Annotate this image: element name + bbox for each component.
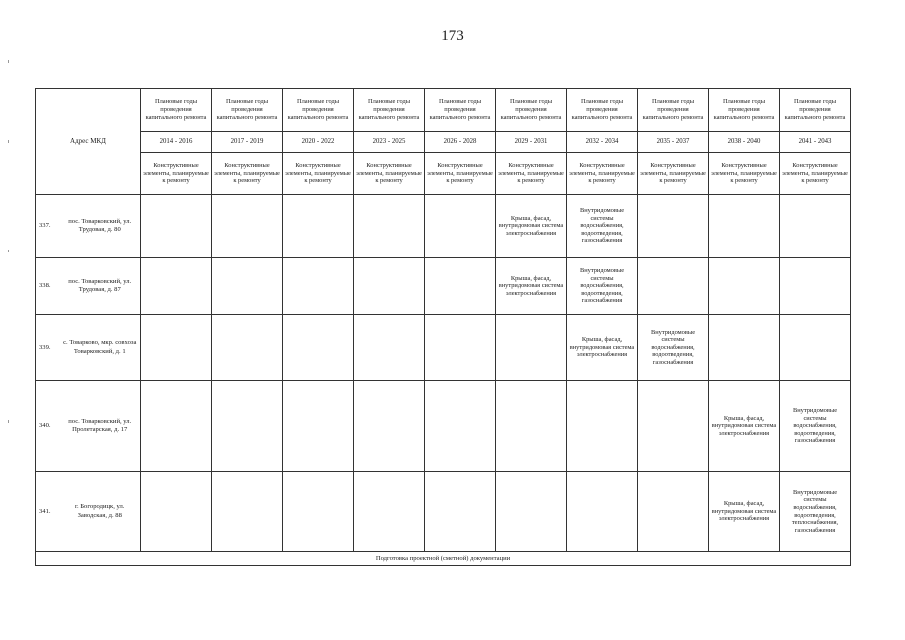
work-cell: [780, 315, 851, 381]
row-address: пос. Товарковский, ул. Пролетарская, д. 17: [60, 381, 141, 472]
work-cell: [425, 258, 496, 315]
work-cell: [780, 195, 851, 258]
work-cell: [141, 195, 212, 258]
footer-row: [36, 552, 851, 566]
work-cell: [354, 472, 425, 552]
year-range-cell: 2020 - 2022: [283, 132, 354, 153]
year-range-cell: 2026 - 2028: [425, 132, 496, 153]
work-cell: [141, 315, 212, 381]
work-cell: [638, 472, 709, 552]
work-cell: [141, 258, 212, 315]
work-cell: Крыша, фасад, внутридомовая система электроснабжения: [496, 258, 567, 315]
work-cell: Крыша, фасад, внутридомовая система электроснабжения: [709, 381, 780, 472]
work-cell: [709, 315, 780, 381]
work-cell: [425, 315, 496, 381]
period-label-cell: Плановые годы проведения капитального ремонта: [780, 89, 851, 132]
margin-mark: [8, 140, 9, 143]
row-number: 341.: [36, 472, 60, 552]
row-number: 337.: [36, 195, 60, 258]
table-row: [36, 195, 851, 258]
page-number: 173: [441, 28, 464, 44]
year-range-cell: 2017 - 2019: [212, 132, 283, 153]
work-cell: [354, 381, 425, 472]
period-label-cell: Плановые годы проведения капитального ремонта: [212, 89, 283, 132]
work-cell: [496, 472, 567, 552]
work-cell: [496, 381, 567, 472]
work-cell: [638, 195, 709, 258]
row-number: 339.: [36, 315, 60, 381]
work-cell: [425, 381, 496, 472]
work-cell: [212, 381, 283, 472]
margin-mark: [8, 420, 9, 423]
header-row-elements: [36, 153, 851, 195]
row-number: 338.: [36, 258, 60, 315]
address-header: Адрес МКД: [36, 89, 141, 195]
period-label-cell: Плановые годы проведения капитального ремонта: [496, 89, 567, 132]
elements-label-cell: Конструктивные элементы, планируемые к ремонту: [283, 153, 354, 195]
table-row: [36, 472, 851, 552]
table-row: [36, 381, 851, 472]
work-cell: [212, 315, 283, 381]
work-cell: [638, 258, 709, 315]
period-label-cell: Плановые годы проведения капитального ремонта: [567, 89, 638, 132]
elements-label-cell: Конструктивные элементы, планируемые к ремонту: [709, 153, 780, 195]
year-range-cell: 2035 - 2037: [638, 132, 709, 153]
work-cell: [567, 472, 638, 552]
work-cell: [354, 258, 425, 315]
work-cell: [141, 472, 212, 552]
work-cell: Внутридомовые системы водоснабжения, водоотведения, теплоснабжения, газоснабжения: [780, 472, 851, 552]
work-cell: Крыша, фасад, внутридомовая система электроснабжения: [709, 472, 780, 552]
year-range-cell: 2029 - 2031: [496, 132, 567, 153]
elements-label-cell: Конструктивные элементы, планируемые к ремонту: [496, 153, 567, 195]
work-cell: Внутридомовые системы водоснабжения, водоотведения, газоснабжения: [780, 381, 851, 472]
period-label-cell: Плановые годы проведения капитального ремонта: [283, 89, 354, 132]
work-cell: [283, 315, 354, 381]
row-address: пос. Товарковский, ул. Трудовая, д. 87: [60, 258, 141, 315]
row-number: 340.: [36, 381, 60, 472]
work-cell: [283, 472, 354, 552]
work-cell: [638, 381, 709, 472]
elements-label-cell: Конструктивные элементы, планируемые к ремонту: [141, 153, 212, 195]
period-label-cell: Плановые годы проведения капитального ремонта: [638, 89, 709, 132]
header-row-period: [36, 89, 851, 132]
elements-label-cell: Конструктивные элементы, планируемые к ремонту: [638, 153, 709, 195]
year-range-cell: 2023 - 2025: [354, 132, 425, 153]
work-cell: [709, 195, 780, 258]
year-range-cell: 2038 - 2040: [709, 132, 780, 153]
row-address: пос. Товарковский, ул. Трудовая, д. 80: [60, 195, 141, 258]
work-cell: [141, 381, 212, 472]
row-address: с. Товарково, мкр. совхоза Товарковский, д. 1: [60, 315, 141, 381]
work-cell: Внутридомовые системы водоснабжения, водоотведения, газоснабжения: [567, 195, 638, 258]
work-cell: [425, 472, 496, 552]
work-cell: [283, 381, 354, 472]
table-row: [36, 258, 851, 315]
year-range-cell: 2032 - 2034: [567, 132, 638, 153]
work-cell: [212, 472, 283, 552]
year-range-cell: 2014 - 2016: [141, 132, 212, 153]
work-cell: Крыша, фасад, внутридомовая система электроснабжения: [496, 195, 567, 258]
work-cell: [709, 258, 780, 315]
period-label-cell: Плановые годы проведения капитального ремонта: [141, 89, 212, 132]
work-cell: [354, 315, 425, 381]
work-cell: [283, 258, 354, 315]
work-cell: [567, 381, 638, 472]
work-cell: [780, 258, 851, 315]
margin-mark: [8, 250, 9, 252]
margin-mark: [8, 60, 9, 63]
row-address: г. Богородицк, ул. Заводская, д. 88: [60, 472, 141, 552]
work-cell: [496, 315, 567, 381]
header-row-years: [36, 132, 851, 153]
elements-label-cell: Конструктивные элементы, планируемые к ремонту: [780, 153, 851, 195]
elements-label-cell: Конструктивные элементы, планируемые к ремонту: [425, 153, 496, 195]
footer-note: Подготовка проектной (сметной) документации: [36, 552, 851, 566]
work-cell: [425, 195, 496, 258]
work-cell: [212, 195, 283, 258]
table-row: [36, 315, 851, 381]
work-cell: Внутридомовые системы водоснабжения, водоотведения, газоснабжения: [638, 315, 709, 381]
work-cell: [212, 258, 283, 315]
period-label-cell: Плановые годы проведения капитального ремонта: [354, 89, 425, 132]
elements-label-cell: Конструктивные элементы, планируемые к ремонту: [567, 153, 638, 195]
elements-label-cell: Конструктивные элементы, планируемые к ремонту: [354, 153, 425, 195]
elements-label-cell: Конструктивные элементы, планируемые к ремонту: [212, 153, 283, 195]
work-cell: Внутридомовые системы водоснабжения, водоотведения, газоснабжения: [567, 258, 638, 315]
work-cell: [283, 195, 354, 258]
year-range-cell: 2041 - 2043: [780, 132, 851, 153]
work-cell: Крыша, фасад, внутридомовая система электроснабжения: [567, 315, 638, 381]
work-cell: [354, 195, 425, 258]
period-label-cell: Плановые годы проведения капитального ремонта: [425, 89, 496, 132]
repair-schedule-table: [35, 88, 851, 566]
period-label-cell: Плановые годы проведения капитального ремонта: [709, 89, 780, 132]
